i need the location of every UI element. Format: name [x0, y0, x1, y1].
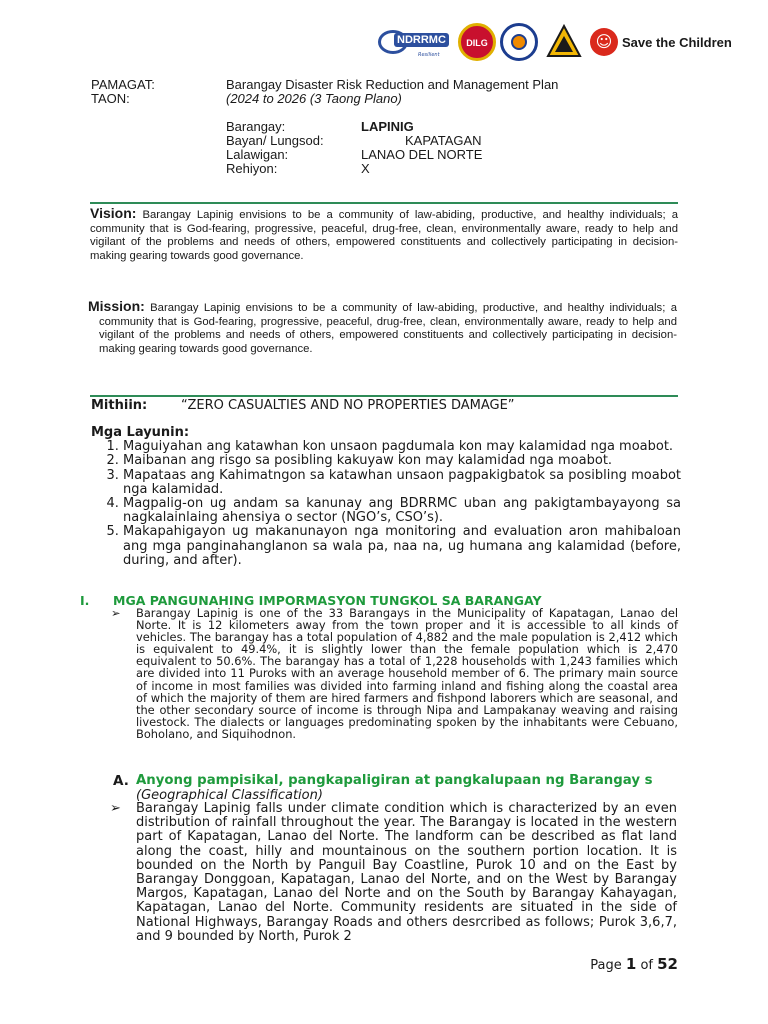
list-item: 4. Magpalig-on ug andam sa kanunay ang BDRRMC uban ang pakigtambayayong sa nagkalainlaing ahensiya o sector (NGO’s, CSO’s). [123, 497, 681, 525]
list-item: 5. Makapahigayon ug makanunayon nga monitoring and evaluation aron mahibaloan ang mga panginahanglanon sa wala pa, naa na, ug humana ang kalamidad (before, during, and after). [123, 525, 681, 568]
logo-bar [376, 22, 732, 62]
ndrrmc-logo: NDRRMC Resilient [376, 24, 454, 60]
bullet-arrow-icon: ➢ [110, 801, 121, 816]
barangay-value: LAPINIG [361, 119, 414, 134]
sectionA-text: Barangay Lapinig falls under climate condition which is characterized by an even distribution of rainfall throughout the year. The Barangay is located in the western part of Kapatagan, Lanao del Norte. The landform can be described as flat land along the coast, hilly and mountainous on the southern portion location. It is bounded on the North by Panguil Bay Coastline, Purok 10 and on the East by Barangay Donggoan, Kapatagan, Lanao del Norte, and on the West by Barangay Margos, Kapatagan, Lanao del Norte and on the South by Barangay Kahayagan, Kapatagan, Lanao del Norte. Community residents are situated in the side of National Highways, Barangay Roads and others desrcribed as follows; Purok 3,6,7, and 9 bounded by North, Purok 2 [136, 801, 677, 944]
list-item: 1. Maguiyahan ang katawhan kon unsaon pagdumala kon may kalamidad nga moabot. [123, 440, 681, 454]
bayan-label: Bayan/ Lungsod: [226, 133, 324, 148]
section1-bullet [111, 606, 678, 741]
taon-label: TAON: [91, 91, 130, 106]
dilg-seal-logo: DILG [458, 23, 496, 61]
mithiin-label: Mithiin: [91, 398, 148, 413]
layunin-section [91, 426, 681, 568]
mission-text: Barangay Lapinig envisions to be a community of law-abiding, productive, and healthy individuals; a community that is God-fearing, progressive, peaceful, drug-free, clean, environmentally aware, ready to help and vigilant of the problems and needs of others, empowered constituents and collectively participating in decision-making gearing towards good governance. [99, 302, 677, 355]
page-word: Page [590, 958, 622, 973]
rehiyon-value: X [361, 161, 370, 176]
subsection-letter: A. [113, 773, 129, 789]
pamagat-label: PAMAGAT: [91, 77, 155, 92]
mission-paragraph [88, 298, 677, 356]
lalawigan-label: Lalawigan: [226, 147, 289, 162]
divider-line [90, 202, 678, 204]
section-numeral: I. [80, 593, 90, 608]
list-item: 2. Maibanan ang risgo sa posibling kakuyaw kon may kalamidad nga moabot. [123, 454, 681, 468]
list-item: 3. Mapataas ang Kahimatngon sa katawhan unsaon pagpakigbatok sa posibling moabot nga kalamidad. [123, 469, 681, 497]
vision-text: Barangay Lapinig envisions to be a community of law-abiding, productive, and healthy individuals; a community that is God-fearing, progressive, peaceful, drug-free, clean, environmentally aware, ready to help and vigilant of the problems and needs of others, empowered constituents and collectively participating in decision-making gearing towards good governance. [90, 209, 678, 262]
mithiin-row [91, 398, 147, 413]
page-number: 1 [625, 955, 637, 973]
pamagat-value: Barangay Disaster Risk Reduction and Management Plan [226, 77, 559, 92]
taon-value: (2024 to 2026 (3 Taong Plano) [226, 91, 402, 106]
divider-line [90, 395, 678, 397]
section-title: MGA PANGUNAHING IMPORMASYON TUNGKOL SA BARANGAY [113, 593, 542, 608]
save-the-children-icon: ☺ [590, 28, 618, 56]
subsection-subtitle: (Geographical Classification) [136, 788, 323, 803]
barangay-label: Barangay: [226, 119, 286, 134]
bullet-arrow-icon: ➢ [111, 606, 121, 620]
page-footer [590, 955, 678, 973]
ocd-seal-logo [500, 23, 538, 61]
of-word: of [640, 958, 653, 973]
lalawigan-value: LANAO DEL NORTE [361, 147, 483, 162]
save-the-children-logo: ☺ Save the Children [590, 28, 732, 56]
bayan-value: KAPATAGAN [405, 133, 482, 148]
mithiin-text: “ZERO CASUALTIES AND NO PROPERTIES DAMAGE” [181, 398, 515, 413]
subsection-title: Anyong pampisikal, pangkapaligiran at pangkalupaan ng Barangay s [136, 773, 653, 788]
layunin-list [91, 440, 681, 568]
page-total: 52 [657, 955, 678, 973]
section1-text: Barangay Lapinig is one of the 33 Barangays in the Municipality of Kapatagan, Lanao del Norte. It is 12 kilometers away from the town proper and it is accessible to all kinds of vehicles. The barangay has a total population of 4,882 and the male population is 2,412 which is equivalent to 49.4%, it is slightly lower than the female population which is 2,470 equivalent to 50.6%. The barangay has a total of 1,228 households with 1,243 families which are divided into 11 Puroks with an average household member of 6. The primary main source of income in most families was divided into farming inland and fishing along the coastal area of which the majority of them are hired farmers and fishpond laborers which are seasonal, and the other secondary source of income is through Nipa and Lampakanay weaving and raising livestock. The dialects or languages predominating spoken by the inhabitants were Cebuano, Boholano, and Siquihodnon. [136, 606, 678, 741]
layunin-title: Mga Layunin: [91, 425, 190, 440]
mission-label: Mission: [88, 298, 145, 314]
vision-label: Vision: [90, 205, 137, 221]
rehiyon-label: Rehiyon: [226, 161, 278, 176]
lga-logo [546, 24, 582, 60]
vision-paragraph [90, 207, 678, 263]
sectionA-bullet [110, 801, 677, 944]
